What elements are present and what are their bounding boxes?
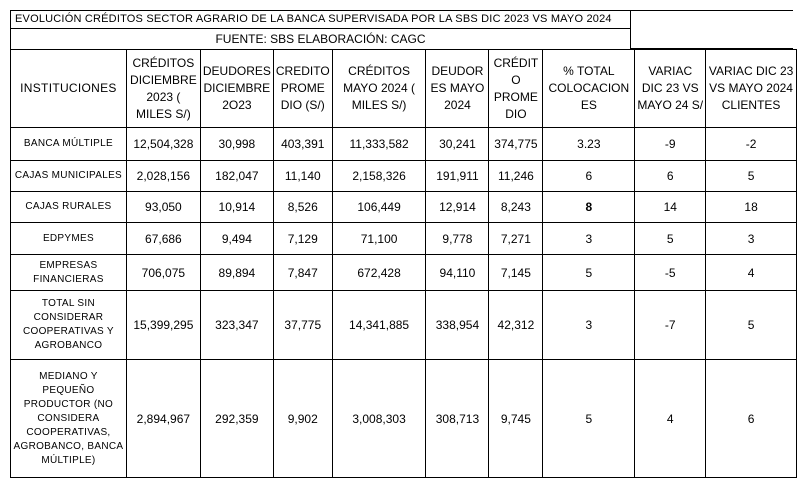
table-cell: 5 — [706, 161, 797, 192]
institution-cell: CAJAS RURALES — [11, 192, 127, 223]
table-cell: -9 — [635, 128, 706, 161]
table-cell: 672,428 — [332, 255, 426, 291]
credits-table — [10, 49, 797, 478]
institution-cell: CAJAS MUNICIPALES — [11, 161, 127, 192]
table-cell: 7,271 — [489, 223, 543, 255]
table-cell: 2,028,156 — [126, 161, 200, 192]
header-cell: DEUDOR ES MAYO 2024 — [426, 50, 489, 128]
table-cell: 30,241 — [426, 128, 489, 161]
header-cell: VARIAC DIC 23 VS MAYO 2024 CLIENTES — [706, 50, 797, 128]
table-row — [11, 128, 797, 161]
institution-cell: TOTAL SIN CONSIDERAR COOPERATIVAS Y AGROBANCO — [11, 291, 127, 360]
empty-header-cell — [631, 10, 793, 49]
table-cell: 7,847 — [273, 255, 332, 291]
table-cell: 8,526 — [273, 192, 332, 223]
table-cell: 18 — [706, 192, 797, 223]
table-cell: 94,110 — [426, 255, 489, 291]
table-cell: 338,954 — [426, 291, 489, 360]
table-cell: 4 — [706, 255, 797, 291]
table-cell: 42,312 — [489, 291, 543, 360]
header-cell: VARIAC DIC 23 VS MAYO 24 S/ — [635, 50, 706, 128]
table-cell: -7 — [635, 291, 706, 360]
table-cell: 6 — [635, 161, 706, 192]
table-title: EVOLUCIÓN CRÉDITOS SECTOR AGRARIO DE LA BANCA SUPERVISADA POR LA SBS DIC 2023 VS MAYO 2024 — [10, 10, 631, 29]
table-cell: 93,050 — [126, 192, 200, 223]
header-cell: INSTITUCIONES — [11, 50, 127, 128]
table-cell: 11,140 — [273, 161, 332, 192]
table-cell: 15,399,295 — [126, 291, 200, 360]
table-cell: 8 — [543, 192, 635, 223]
institution-cell: EDPYMES — [11, 223, 127, 255]
table-cell: 182,047 — [200, 161, 273, 192]
header-cell: % TOTAL COLOCACION ES — [543, 50, 635, 128]
table-cell: 9,778 — [426, 223, 489, 255]
table-cell: 11,333,582 — [332, 128, 426, 161]
table-cell: 374,775 — [489, 128, 543, 161]
table-cell: 7,129 — [273, 223, 332, 255]
table-cell: 3 — [543, 291, 635, 360]
table-cell: 292,359 — [200, 360, 273, 478]
table-cell: 14,341,885 — [332, 291, 426, 360]
table-cell: 706,075 — [126, 255, 200, 291]
header-cell: CRÉDITOS DICIEMBRE 2023 ( MILES S/) — [126, 50, 200, 128]
institution-cell: BANCA MÚLTIPLE — [11, 128, 127, 161]
institution-cell: EMPRESAS FINANCIERAS — [11, 255, 127, 291]
table-cell: 9,494 — [200, 223, 273, 255]
table-row — [11, 255, 797, 291]
table-cell: 5 — [543, 360, 635, 478]
table-cell: 5 — [543, 255, 635, 291]
table-cell: 3 — [706, 223, 797, 255]
table-cell: 8,243 — [489, 192, 543, 223]
table-cell: 4 — [635, 360, 706, 478]
table-cell: 71,100 — [332, 223, 426, 255]
table-row — [11, 223, 797, 255]
table-cell: 30,998 — [200, 128, 273, 161]
table-cell: 12,914 — [426, 192, 489, 223]
table-row — [11, 192, 797, 223]
header-row — [11, 50, 797, 128]
table-cell: 12,504,328 — [126, 128, 200, 161]
table-cell: 67,686 — [126, 223, 200, 255]
institution-cell: MEDIANO Y PEQUEÑO PRODUCTOR (NO CONSIDERA COOPERATIVAS, AGROBANCO, BANCA MÚLTIPLE) — [11, 360, 127, 478]
table-row — [11, 291, 797, 360]
table-row — [11, 161, 797, 192]
header-cell: CRÉDIT O PROME DIO — [489, 50, 543, 128]
table-row — [11, 360, 797, 478]
table-cell: 11,246 — [489, 161, 543, 192]
table-cell: 323,347 — [200, 291, 273, 360]
table-cell: 2,894,967 — [126, 360, 200, 478]
table-cell: 5 — [635, 223, 706, 255]
table-cell: 10,914 — [200, 192, 273, 223]
table-cell: 7,145 — [489, 255, 543, 291]
table-cell: 37,775 — [273, 291, 332, 360]
header-cell: CRÉDITOS MAYO 2024 ( MILES S/) — [332, 50, 426, 128]
header-cell: CREDITO PROME DIO (S/) — [273, 50, 332, 128]
table-cell: 6 — [706, 360, 797, 478]
table-cell: 3 — [543, 223, 635, 255]
table-cell: 403,391 — [273, 128, 332, 161]
table-cell: -2 — [706, 128, 797, 161]
table-cell: 308,713 — [426, 360, 489, 478]
table-cell: -5 — [635, 255, 706, 291]
header-cell: DEUDORES DICIEMBRE 2O23 — [200, 50, 273, 128]
table-cell: 14 — [635, 192, 706, 223]
table-cell: 3,008,303 — [332, 360, 426, 478]
table-source: FUENTE: SBS ELABORACIÓN: CAGC — [10, 29, 631, 49]
table-cell: 106,449 — [332, 192, 426, 223]
table-cell: 3.23 — [543, 128, 635, 161]
table-cell: 9,745 — [489, 360, 543, 478]
table-cell: 2,158,326 — [332, 161, 426, 192]
table-cell: 89,894 — [200, 255, 273, 291]
table-cell: 6 — [543, 161, 635, 192]
table-cell: 9,902 — [273, 360, 332, 478]
table-cell: 191,911 — [426, 161, 489, 192]
table-cell: 5 — [706, 291, 797, 360]
